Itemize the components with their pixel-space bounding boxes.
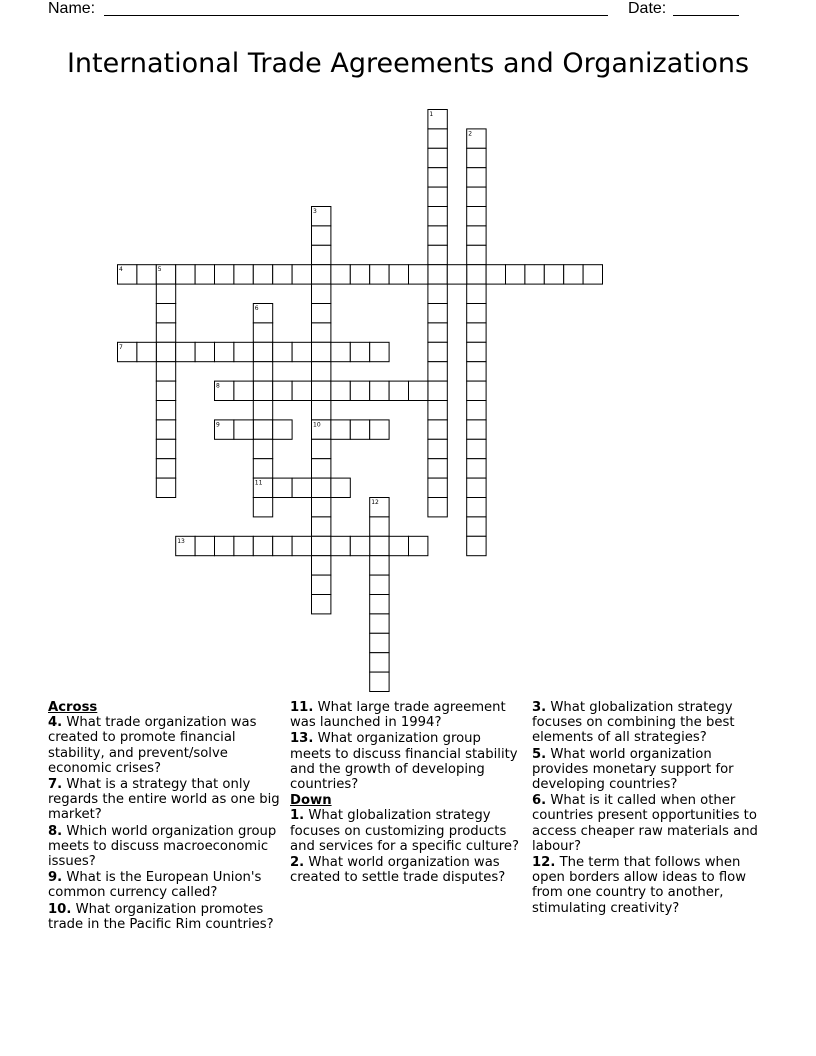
grid-cell[interactable]: [215, 265, 234, 284]
grid-cell[interactable]: [467, 284, 486, 303]
grid-cell[interactable]: [215, 342, 234, 361]
grid-cell[interactable]: [137, 265, 156, 284]
grid-cell[interactable]: [428, 401, 447, 420]
grid-cell[interactable]: [370, 633, 389, 652]
grid-cell[interactable]: [312, 342, 331, 361]
grid-cell[interactable]: [428, 304, 447, 323]
grid-cell[interactable]: [409, 536, 428, 555]
grid-cell[interactable]: [273, 536, 292, 555]
grid-cell[interactable]: [253, 323, 272, 342]
clue-across-4: 4. What trade organization was created to promote financial stability, and prevent/solve economic crises?: [48, 715, 257, 776]
grid-cell[interactable]: [428, 342, 447, 361]
grid-cell[interactable]: [486, 265, 505, 284]
grid-cell[interactable]: [195, 265, 214, 284]
grid-cell[interactable]: [292, 265, 311, 284]
grid-cell[interactable]: [312, 323, 331, 342]
grid-cell[interactable]: [331, 342, 350, 361]
grid-cell[interactable]: [467, 187, 486, 206]
grid-cell[interactable]: [253, 362, 272, 381]
clue-number-9: 9: [216, 421, 220, 429]
grid-cell[interactable]: [428, 148, 447, 167]
clue-number-5: 5: [157, 266, 162, 274]
clue-down-6: 6. What is it called when other countries present opportunities to access cheaper raw materials and labour?: [532, 793, 758, 854]
grid-cell[interactable]: [583, 265, 602, 284]
clue-number-6: 6: [254, 305, 259, 312]
grid-cell[interactable]: [156, 284, 175, 303]
grid-cell[interactable]: [428, 129, 447, 148]
clue-number-8: 8: [216, 382, 220, 390]
grid-cell[interactable]: [428, 498, 447, 517]
grid-cell[interactable]: [234, 265, 253, 284]
grid-cell[interactable]: [467, 168, 486, 187]
grid-cell[interactable]: [564, 265, 583, 284]
grid-cell[interactable]: [312, 517, 331, 536]
grid-cell[interactable]: [331, 478, 350, 497]
grid-cell[interactable]: [253, 265, 272, 284]
grid-cell[interactable]: [312, 381, 331, 400]
grid-cell[interactable]: [370, 381, 389, 400]
grid-cell[interactable]: [312, 595, 331, 614]
grid-cell[interactable]: [156, 362, 175, 381]
grid-cell[interactable]: [331, 381, 350, 400]
grid-cell[interactable]: [428, 439, 447, 458]
grid-cell[interactable]: [312, 575, 331, 594]
clue-number-2: 2: [468, 130, 473, 138]
grid-cell[interactable]: [350, 420, 369, 439]
grid-cell[interactable]: [467, 226, 486, 245]
clue-down-1: 1. What globalization strategy focuses on customizing products and services for a specific culture?: [290, 808, 519, 854]
clue-column-1: [48, 700, 284, 933]
grid-cell[interactable]: [156, 304, 175, 323]
grid-cell[interactable]: [467, 517, 486, 536]
grid-cell[interactable]: [312, 498, 331, 517]
grid-cell[interactable]: [467, 245, 486, 264]
grid-cell[interactable]: [370, 342, 389, 361]
clue-number-11: 11: [254, 479, 263, 487]
grid-cell[interactable]: [253, 381, 272, 400]
clue-column-2: [290, 700, 526, 886]
grid-cell[interactable]: [312, 556, 331, 575]
grid-cell[interactable]: [273, 265, 292, 284]
grid-cell[interactable]: [292, 478, 311, 497]
grid-cell[interactable]: [234, 536, 253, 555]
grid-cell[interactable]: [467, 381, 486, 400]
clue-number-12: 12: [371, 499, 379, 506]
down-heading: Down: [290, 793, 332, 809]
grid-cell[interactable]: [467, 362, 486, 381]
grid-cell[interactable]: [428, 459, 447, 478]
grid-cell[interactable]: [234, 342, 253, 361]
clue-down-5: 5. What world organization provides monetary support for developing countries?: [532, 746, 734, 793]
grid-cell[interactable]: [467, 401, 486, 420]
grid-cell[interactable]: [350, 381, 369, 400]
grid-cell[interactable]: [312, 304, 331, 323]
clue-number-10: 10: [313, 421, 321, 429]
grid-cell[interactable]: [273, 478, 292, 497]
grid-cell[interactable]: [234, 420, 253, 439]
grid-cell[interactable]: [156, 459, 175, 478]
grid-cell[interactable]: [253, 459, 272, 478]
grid-cell[interactable]: [195, 536, 214, 555]
clue-down-2: 2. What world organization was created to settle trade disputes?: [290, 855, 506, 886]
grid-cell[interactable]: [253, 498, 272, 517]
grid-cell[interactable]: [370, 265, 389, 284]
grid-cell[interactable]: [467, 207, 486, 226]
clue-down-12: 12. The term that follows when open borders allow ideas to flow from one country to another, stimulating creativity?: [532, 855, 747, 916]
date-label: Date:: [628, 0, 667, 17]
grid-cell[interactable]: [409, 265, 428, 284]
across-heading: Across: [48, 700, 98, 715]
grid-cell[interactable]: [253, 420, 272, 439]
grid-cell[interactable]: [428, 478, 447, 497]
grid-cell[interactable]: [312, 284, 331, 303]
grid-cell[interactable]: [370, 517, 389, 536]
grid-cell[interactable]: [428, 265, 447, 284]
grid-cell[interactable]: [544, 265, 563, 284]
grid-cell[interactable]: [273, 420, 292, 439]
grid-cell[interactable]: [292, 381, 311, 400]
grid-cell[interactable]: [331, 536, 350, 555]
grid-cell[interactable]: [312, 226, 331, 245]
grid-cell[interactable]: [428, 207, 447, 226]
grid-cell[interactable]: [312, 459, 331, 478]
grid-cell[interactable]: [467, 439, 486, 458]
grid-cell[interactable]: [253, 401, 272, 420]
clue-down-3: 3. What globalization strategy focuses on combining the best elements of all strategies?: [532, 700, 735, 746]
grid-cell[interactable]: [156, 439, 175, 458]
grid-cell[interactable]: [370, 536, 389, 555]
grid-cell[interactable]: [525, 265, 544, 284]
grid-cell[interactable]: [292, 342, 311, 361]
clue-number-7: 7: [119, 343, 123, 351]
grid-cell[interactable]: [428, 420, 447, 439]
grid-cell[interactable]: [137, 342, 156, 361]
grid-cell[interactable]: [370, 653, 389, 672]
grid-cell[interactable]: [370, 672, 389, 691]
grid-cell[interactable]: [156, 381, 175, 400]
grid-cell[interactable]: [350, 265, 369, 284]
grid-cell[interactable]: [467, 148, 486, 167]
grid-cell[interactable]: [428, 381, 447, 400]
clue-number-3: 3: [313, 208, 317, 215]
grid-cell[interactable]: [428, 284, 447, 303]
grid-cell[interactable]: [428, 168, 447, 187]
clue-across-11: 11. What large trade agreement was launched in 1994?: [290, 700, 506, 731]
grid-cell[interactable]: [428, 245, 447, 264]
clue-across-9: 9. What is the European Union's common currency called?: [48, 870, 262, 901]
grid-cell[interactable]: [467, 459, 486, 478]
grid-cell[interactable]: [331, 420, 350, 439]
clue-across-7: 7. What is a strategy that only regards the entire world as one big market?: [48, 777, 280, 823]
grid-cell[interactable]: [370, 556, 389, 575]
grid-cell[interactable]: [215, 536, 234, 555]
name-label: Name:: [48, 0, 96, 17]
grid-cell[interactable]: [273, 381, 292, 400]
grid-cell[interactable]: [156, 342, 175, 361]
grid-cell[interactable]: [312, 439, 331, 458]
grid-cell[interactable]: [389, 381, 408, 400]
grid-cell[interactable]: [428, 323, 447, 342]
grid-cell[interactable]: [467, 323, 486, 342]
grid-cell[interactable]: [312, 478, 331, 497]
grid-cell[interactable]: [428, 187, 447, 206]
grid-cell[interactable]: [273, 342, 292, 361]
grid-cell[interactable]: [253, 439, 272, 458]
grid-cell[interactable]: [312, 265, 331, 284]
grid-cell[interactable]: [176, 342, 195, 361]
grid-cell[interactable]: [292, 536, 311, 555]
grid-cell[interactable]: [467, 265, 486, 284]
grid-cell[interactable]: [370, 595, 389, 614]
clue-across-13: 13. What organization group meets to discuss financial stability and the growth of developing countries?: [290, 731, 518, 793]
grid-cell[interactable]: [253, 536, 272, 555]
grid-cell[interactable]: [428, 226, 447, 245]
clue-across-10: 10. What organization promotes trade in the Pacific Rim countries?: [48, 901, 274, 932]
grid-cell[interactable]: [312, 245, 331, 264]
grid-cell[interactable]: [506, 265, 525, 284]
clue-number-4: 4: [119, 266, 123, 274]
grid-cell[interactable]: [312, 401, 331, 420]
grid-cell[interactable]: [253, 342, 272, 361]
grid-cell[interactable]: [467, 304, 486, 323]
grid-cell[interactable]: [467, 536, 486, 555]
clue-across-8: 8. Which world organization group meets to discuss macroeconomic issues?: [48, 823, 277, 870]
grid-cell[interactable]: [467, 420, 486, 439]
grid-cell[interactable]: [370, 614, 389, 633]
clue-number-13: 13: [177, 537, 185, 545]
grid-cell[interactable]: [428, 362, 447, 381]
grid-cell[interactable]: [389, 265, 408, 284]
grid-cell[interactable]: [350, 536, 369, 555]
grid-cell[interactable]: [176, 265, 195, 284]
grid-cell[interactable]: [156, 478, 175, 497]
grid-cell[interactable]: [331, 265, 350, 284]
grid-cell[interactable]: [312, 362, 331, 381]
grid-cell[interactable]: [195, 342, 214, 361]
grid-cell[interactable]: [409, 381, 428, 400]
grid-cell[interactable]: [156, 401, 175, 420]
grid-cell[interactable]: [467, 478, 486, 497]
grid-cell[interactable]: [350, 342, 369, 361]
grid-cell[interactable]: [234, 381, 253, 400]
clue-number-1: 1: [429, 111, 434, 118]
grid-cell[interactable]: [156, 323, 175, 342]
clue-column-3: [532, 700, 768, 917]
grid-cell[interactable]: [447, 265, 466, 284]
grid-cell[interactable]: [370, 420, 389, 439]
grid-cell[interactable]: [156, 420, 175, 439]
page-title: International Trade Agreements and Organizations: [66, 48, 750, 79]
grid-cell[interactable]: [389, 536, 408, 555]
grid-cell[interactable]: [467, 498, 486, 517]
grid-cell[interactable]: [312, 536, 331, 555]
grid-cell[interactable]: [467, 342, 486, 361]
grid-cell[interactable]: [370, 575, 389, 594]
